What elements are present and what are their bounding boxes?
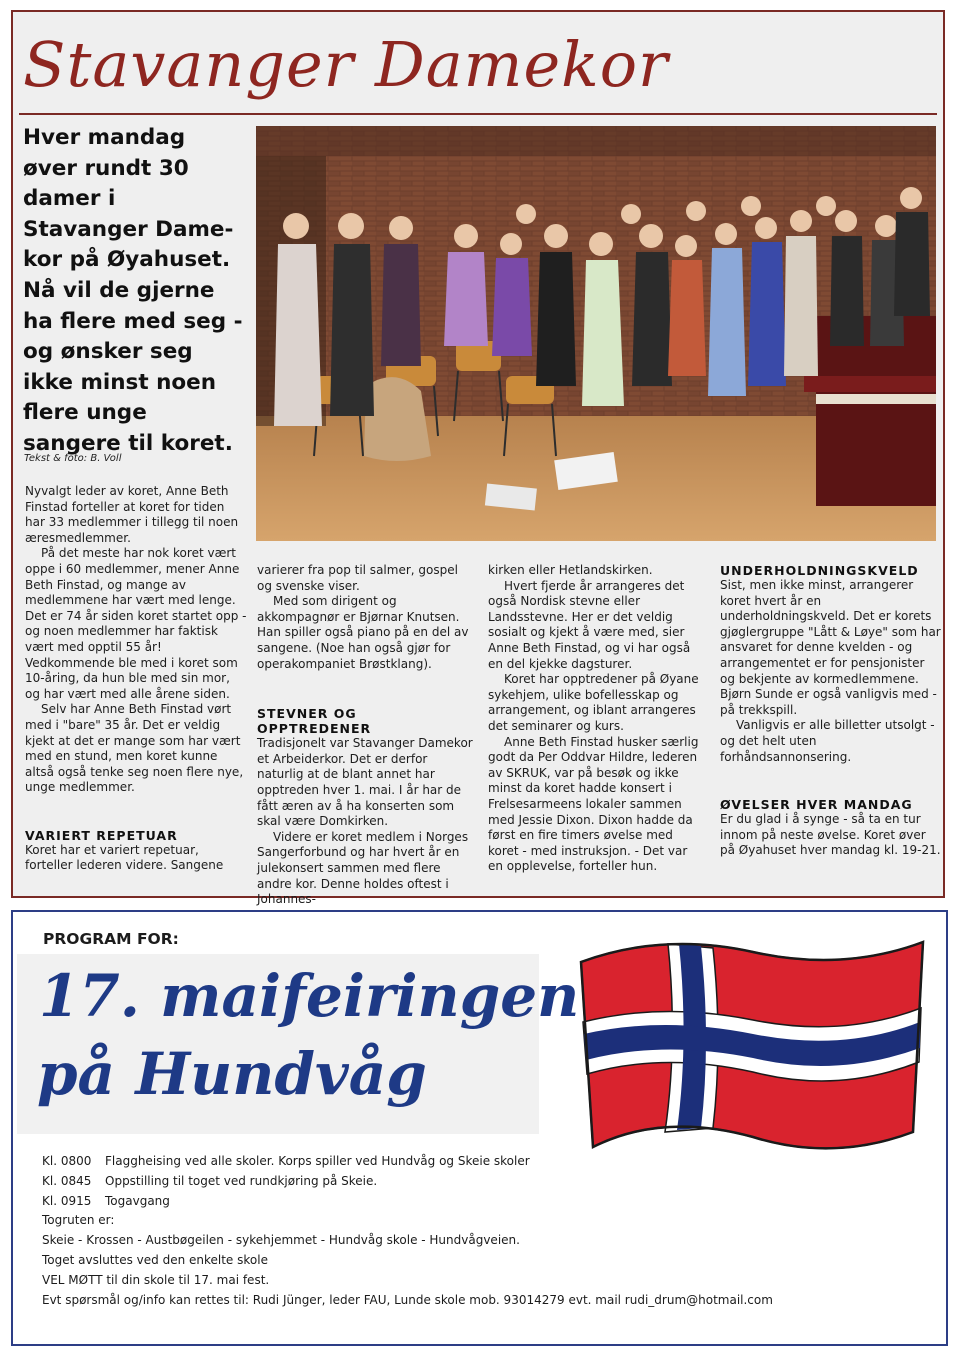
paragraph: Videre er koret medlem i Norges Sangerforbund og har hvert år en julekonsert sammen med flere andre kor. Denne holdes oftest i Johannes- bbox=[257, 829, 469, 907]
section-heading-rehearsals: ØVELSER HVER MANDAG bbox=[720, 797, 913, 813]
paragraph: Sist, men ikke minst, arrangerer koret hvert år en underholdningskveld. Det er korets gjøglergruppe "Lått & Løye" som har ansvaret for denne kvelden - og arrangementet er for pensjonister og bekjente av kormedlemmene. Bjørn Sunde er også vanligvis med - på trekkspill. bbox=[720, 578, 941, 717]
banner-title-line-1: 17. maifeiringen bbox=[39, 962, 580, 1030]
schedule-row bbox=[42, 1152, 773, 1172]
paragraph: Anne Beth Finstad husker særlig godt da Per Oddvar Hildre, lederen av SKRUK, var på besøk og ikke minst da koret hadde konsert i Frelsesarmeens lokaler sammen med Jessie Dixon. Dixon hadde da først en fire timers øvelse med koret - med instruksjon. - Det var en opplevelse, forteller hun. bbox=[488, 734, 699, 874]
route-label: Togruten er: bbox=[42, 1213, 115, 1228]
schedule-text: Flaggheising ved alle skoler. Korps spiller ved Hundvåg og Skeie skoler bbox=[105, 1154, 530, 1168]
article-column-3 bbox=[488, 563, 706, 875]
banner-title-line-2: på Hundvåg bbox=[37, 1040, 427, 1108]
paragraph: Nyvalgt leder av koret, Anne Beth Finstad forteller at koret for tiden har 33 medlemmer i tillegg til noen æresmedlemmer. bbox=[25, 484, 239, 545]
schedule-time: Kl. 0915 bbox=[42, 1193, 92, 1208]
article-masthead: Stavanger Damekor bbox=[23, 28, 669, 101]
contact-info: Evt spørsmål og/info kan rettes til: Rudi Jünger, leder FAU, Lunde skole mob. 93014279 evt. mail rudi_drum@hotmail.com bbox=[42, 1292, 773, 1307]
choir-photo bbox=[256, 126, 936, 541]
section-heading-events: STEVNER OG OPPTREDENER bbox=[257, 706, 372, 737]
norwegian-flag-icon bbox=[573, 922, 933, 1162]
section-heading-repertoire: VARIERT REPETUAR bbox=[25, 827, 178, 843]
article-column-1 bbox=[25, 484, 247, 874]
program-banner bbox=[17, 954, 580, 1134]
section-heading-entertainment: UNDERHOLDNINGSKVELD bbox=[720, 563, 919, 578]
schedule-time: Kl. 0845 bbox=[42, 1173, 92, 1188]
article-column-4 bbox=[720, 563, 942, 859]
choir-article bbox=[11, 10, 945, 907]
schedule-row bbox=[42, 1172, 773, 1192]
program-heading: PROGRAM FOR: bbox=[43, 930, 179, 948]
paragraph: varierer fra pop til salmer, gospel og svenske viser. bbox=[257, 563, 458, 593]
paragraph: Hvert fjerde år arrangeres det også Nordisk stevne eller Landsstevne. Her er det veldig sosialt og kjekt å være med, sier Anne Beth Finstad, og vi har også en del kjekke dagsturer. bbox=[488, 578, 691, 671]
article-byline: Tekst & foto: B. Voll bbox=[24, 453, 122, 464]
welcome-text: VEL MØTT til din skole til 17. mai fest. bbox=[42, 1272, 270, 1287]
paragraph: Tradisjonelt var Stavanger Damekor et Arbeiderkor. Det er derfor naturlig at de blant annet har opptreden hver 1. mai. I år har de fått æren av å ha konserten som skal være Domkirken. bbox=[257, 736, 473, 829]
end-note: Toget avsluttes ved den enkelte skole bbox=[42, 1252, 268, 1267]
paragraph: Er du glad i å synge - så ta en tur innom på neste øvelse. Koret øver på Øyahuset hver mandag kl. 19-21. bbox=[720, 812, 941, 858]
paragraph: Koret har opptredener på Øyane sykehjem, ulike bofellesskap og arrangement, og iblant arrangeres det seminarer og kurs. bbox=[488, 672, 699, 733]
schedule-text: Togavgang bbox=[105, 1193, 170, 1208]
paragraph: Koret har et variert repetuar, forteller lederen videre. Sangene bbox=[25, 842, 224, 873]
route-text: Skeie - Krossen - Austbøgeilen - sykehjemmet - Hundvåg skole - Hundvågveien. bbox=[42, 1233, 520, 1248]
article-lead: Hver mandag øver rundt 30 damer i Stavanger Dame-kor på Øyahuset. Nå vil de gjerne ha flere med seg - og ønsker seg ikke minst noen flere unge sangere til koret. bbox=[23, 125, 243, 456]
masthead-rule bbox=[19, 113, 937, 115]
paragraph: Selv har Anne Beth Finstad vørt med i "bare" 35 år. Det er veldig kjekt at det er mange som har vært med en stund, men koret kunne altså også tenke seg noen flere nye, unge medlemmer. bbox=[25, 702, 244, 795]
schedule-text: Oppstilling til toget ved rundkjøring på Skeie. bbox=[105, 1173, 378, 1188]
paragraph: På det meste har nok koret vært oppe i 60 medlemmer, mener Anne Beth Finstad, og mange av medlemmene har vært med lenge. Det er 74 år siden koret startet opp - og noen medlemmer har faktisk vært med opptil 55 år! Vedkommende ble med i koret som 10-åring, da hun ble med sin mor, og har vært med alle årene siden. bbox=[25, 546, 247, 701]
paragraph: kirken eller Hetlandskirken. bbox=[488, 563, 653, 577]
paragraph: Med som dirigent og akkompagnør er Bjørnar Knutsen. Han spiller også piano på en del av sangene. (Noe han også gjør for operakompaniet Brøstklang). bbox=[257, 594, 469, 671]
may17-program bbox=[11, 910, 948, 1346]
program-schedule bbox=[42, 1152, 773, 1310]
schedule-row bbox=[42, 1192, 773, 1212]
schedule-time: Kl. 0800 bbox=[42, 1154, 92, 1168]
article-column-2 bbox=[257, 563, 475, 908]
paragraph: Vanligvis er alle billetter utsolgt - og det helt uten forhåndsannonsering. bbox=[720, 718, 935, 764]
